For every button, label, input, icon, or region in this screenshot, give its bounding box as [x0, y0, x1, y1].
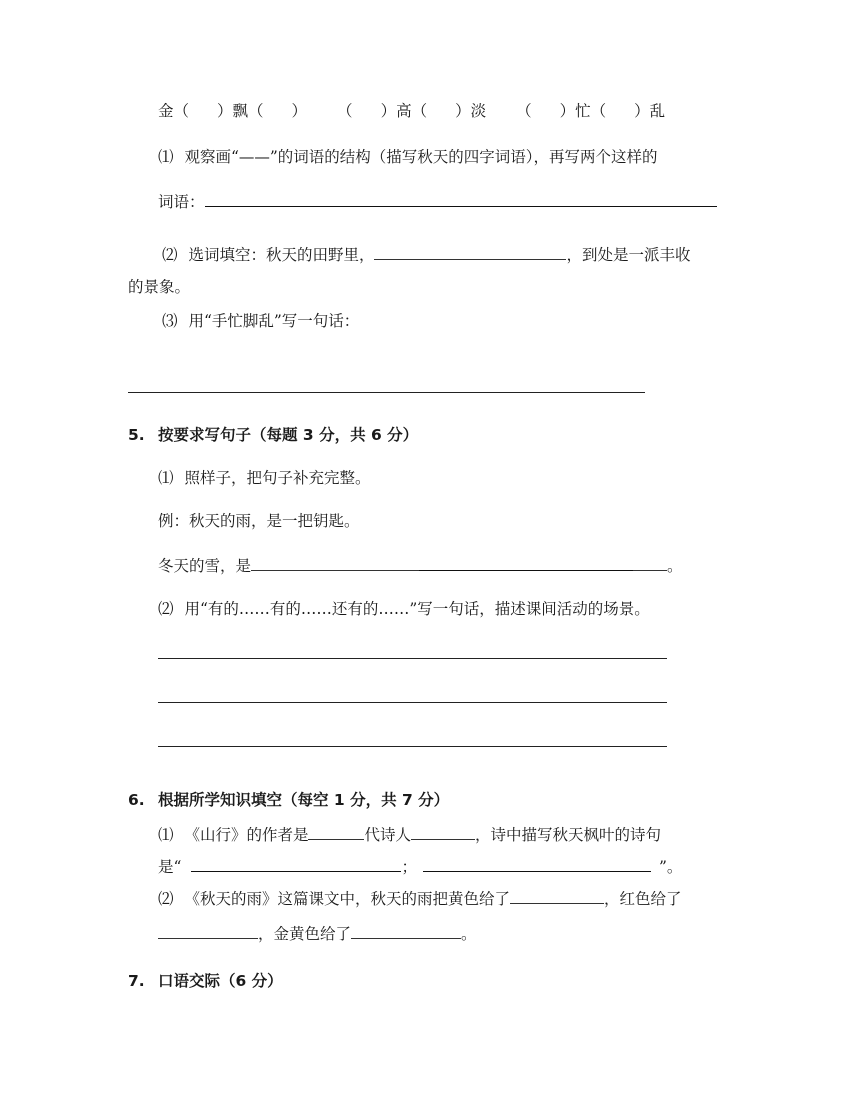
- sub-text: 的景象。: [128, 278, 191, 296]
- answer-line[interactable]: [128, 392, 645, 393]
- sub-label: ⑵: [158, 890, 174, 908]
- answer-line[interactable]: [158, 658, 667, 659]
- question-number: 6.: [128, 791, 145, 809]
- q4-sub2-cont: [128, 276, 190, 298]
- sub-text: 选词填空：秋天的田野里，: [188, 246, 375, 264]
- q5-heading: [128, 424, 418, 446]
- sub-text: 是“: [158, 858, 182, 876]
- answer-blank[interactable]: [411, 823, 475, 840]
- sub-text: 。: [667, 557, 683, 575]
- answer-blank[interactable]: [251, 554, 419, 571]
- sub-text: 《山行》的作者是: [184, 826, 309, 844]
- q6-sub2-cont: [158, 922, 477, 945]
- answer-line[interactable]: [158, 702, 667, 703]
- q5-sub2: [158, 598, 650, 620]
- sub-label: ⑵: [158, 600, 174, 618]
- word-part: ）高（: [380, 102, 428, 120]
- sub-text: 。: [461, 925, 477, 943]
- word-part: ）淡: [455, 102, 487, 120]
- q4-sub1: [158, 146, 658, 168]
- q4-sub1-cont: [158, 190, 717, 213]
- q4-sub3: [162, 310, 359, 332]
- word-list-row: [158, 100, 665, 122]
- question-title: 按要求写句子（每题 3 分，共 6 分）: [158, 426, 419, 444]
- q5-example: [158, 510, 360, 532]
- sub-text: ”。: [658, 858, 683, 876]
- sub-text: 冬天的雪，是: [158, 557, 252, 575]
- q7-heading: [128, 970, 283, 992]
- answer-blank[interactable]: [308, 823, 364, 840]
- sub-label: ⑶: [162, 312, 178, 330]
- sub-text: ，红色给了: [603, 890, 682, 908]
- sub-text: 观察画“——”的词语的结构（描写秋天的四字词语），再写两个这样的: [184, 148, 658, 166]
- word-part: （: [337, 102, 353, 120]
- answer-blank[interactable]: [510, 887, 604, 904]
- sub-label: ⑵: [162, 246, 178, 264]
- answer-blank[interactable]: [191, 855, 401, 872]
- q5-fill: [158, 554, 683, 577]
- answer-blank[interactable]: [419, 554, 633, 571]
- q6-sub1: [158, 823, 661, 846]
- sub-label: ⑴: [158, 148, 174, 166]
- example-text: 例：秋天的雨，是一把钥匙。: [158, 512, 360, 530]
- answer-blank[interactable]: [423, 855, 651, 872]
- sub-text: ；: [401, 858, 417, 876]
- sub-text: ，到处是一派丰收: [566, 246, 691, 264]
- sub-text: 用“手忙脚乱”写一句话：: [188, 312, 360, 330]
- sub-text: 《秋天的雨》这篇课文中，秋天的雨把黄色给了: [184, 890, 510, 908]
- word-part: ）忙（: [559, 102, 607, 120]
- word-part: ）乱: [634, 102, 666, 120]
- answer-blank[interactable]: [205, 190, 717, 207]
- sub-text: 用“有的……有的……还有的……”写一句话，描述课间活动的场景。: [184, 600, 650, 618]
- q6-sub1-cont: [158, 855, 682, 878]
- answer-blank[interactable]: [158, 922, 258, 939]
- word-part: （: [516, 102, 532, 120]
- answer-blank[interactable]: [351, 922, 461, 939]
- sub-text: ，金黄色给了: [258, 925, 352, 943]
- word-part: ）: [291, 102, 308, 120]
- sub-text: 词语：: [158, 193, 205, 211]
- sub-label: ⑴: [158, 469, 174, 487]
- answer-line[interactable]: [158, 746, 667, 747]
- q5-sub1: [158, 467, 370, 489]
- answer-blank[interactable]: [374, 243, 566, 260]
- sub-label: ⑴: [158, 826, 174, 844]
- question-number: 5.: [128, 426, 145, 444]
- sub-text: 代诗人: [364, 826, 411, 844]
- sub-text: ，诗中描写秋天枫叶的诗句: [474, 826, 661, 844]
- q6-heading: [128, 789, 449, 811]
- q6-sub2: [158, 887, 681, 910]
- sub-text: 照样子，把句子补充完整。: [184, 469, 371, 487]
- q4-sub2: [162, 243, 690, 266]
- word-part: 金（: [158, 102, 190, 120]
- question-number: 7.: [128, 972, 145, 990]
- question-title: 根据所学知识填空（每空 1 分，共 7 分）: [158, 791, 450, 809]
- word-part: ）飘（: [217, 102, 264, 120]
- question-title: 口语交际（6 分）: [158, 972, 283, 990]
- answer-blank[interactable]: [633, 554, 667, 571]
